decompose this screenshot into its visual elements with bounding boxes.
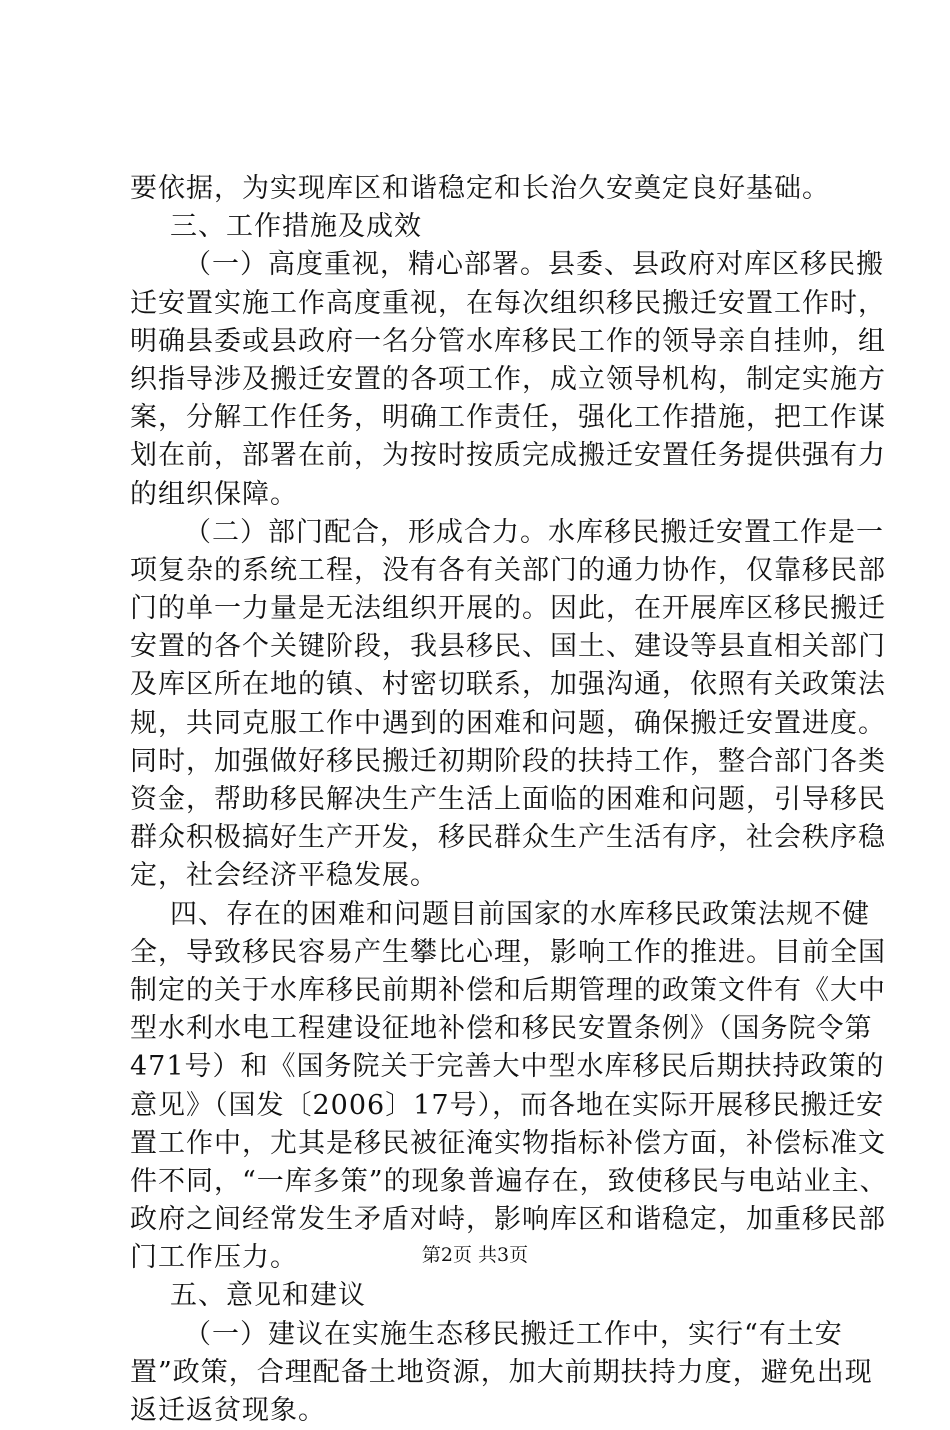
text-line: 群众积极搞好生产开发，移民群众生产生活有序，社会秩序稳 — [130, 822, 886, 854]
text-line: 及库区所在地的镇、村密切联系，加强沟通，依照有关政策法 — [130, 669, 886, 701]
text-line: 返迁返贫现象。 — [130, 1395, 326, 1426]
text-line: 划在前，部署在前，为按时按质完成搬迁安置任务提供强有力 — [130, 440, 886, 472]
section-heading-3: 三、工作措施及成效 — [170, 211, 422, 243]
text-line: 织指导涉及搬迁安置的各项工作，成立领导机构，制定实施方 — [130, 363, 886, 395]
text-line: 迁安置实施工作高度重视，在每次组织移民搬迁安置工作时， — [130, 287, 886, 319]
page-footer: 第2页 共3页 — [421, 1244, 529, 1266]
text-line: 资金，帮助移民解决生产生活上面临的困难和问题，引导移民 — [130, 784, 886, 815]
text-line: 门的单一力量是无法组织开展的。因此，在开展库区移民搬迁 — [130, 593, 886, 625]
text-line: （一）高度重视，精心部署。县委、县政府对库区移民搬 — [184, 249, 884, 281]
text-line: 安置的各个关键阶段，我县移民、国土、建设等县直相关部门 — [130, 631, 886, 663]
text-line: 意见》（国发〔2006〕17号），而各地在实际开展移民搬迁安 — [130, 1089, 885, 1121]
text-line: 制定的关于水库移民前期补偿和后期管理的政策文件有《大中 — [130, 974, 886, 1006]
text-line: （一）建议在实施生态移民搬迁工作中，实行“有土安 — [184, 1318, 843, 1350]
text-line: 置”政策，合理配备土地资源，加大前期扶持力度，避免出现 — [130, 1356, 873, 1388]
text-line: 全，导致移民容易产生攀比心理，影响工作的推进。目前全国 — [130, 936, 886, 968]
text-line: 明确县委或县政府一名分管水库移民工作的领导亲自挂帅，组 — [130, 325, 886, 357]
section-heading-5: 五、意见和建议 — [170, 1280, 366, 1312]
text-line: 471号）和《国务院关于完善大中型水库移民后期扶持政策的 — [130, 1051, 885, 1083]
text-line: 案，分解工作任务，明确工作责任，强化工作措施，把工作谋 — [130, 402, 886, 434]
text-line: 同时，加强做好移民搬迁初期阶段的扶持工作，整合部门各类 — [130, 745, 886, 777]
text-line: 型水利水电工程建设征地补偿和移民安置条例》（国务院令第 — [130, 1013, 873, 1045]
text-line: 政府之间经常发生矛盾对峙，影响库区和谐稳定，加重移民部 — [130, 1204, 886, 1236]
text-line: 的组织保障。 — [130, 478, 298, 510]
text-line: 件不同，“一库多策”的现象普遍存在，致使移民与电站业主、 — [130, 1165, 888, 1197]
text-line: 置工作中，尤其是移民被征淹实物指标补偿方面，补偿标准文 — [130, 1127, 886, 1159]
section-heading-4: 四、存在的困难和问题目前国家的水库移民政策法规不健 — [170, 898, 870, 930]
text-line: 规，共同克服工作中遇到的困难和问题，确保搬迁安置进度。 — [130, 707, 886, 739]
text-line: 要依据，为实现库区和谐稳定和长治久安奠定良好基础。 — [130, 173, 830, 204]
text-line: 项复杂的系统工程，没有各有关部门的通力协作，仅靠移民部 — [130, 554, 886, 586]
text-line: 定，社会经济平稳发展。 — [130, 860, 438, 892]
text-line: （二）部门配合，形成合力。水库移民搬迁安置工作是一 — [184, 516, 884, 548]
text-line: 门工作压力。 — [130, 1242, 298, 1274]
